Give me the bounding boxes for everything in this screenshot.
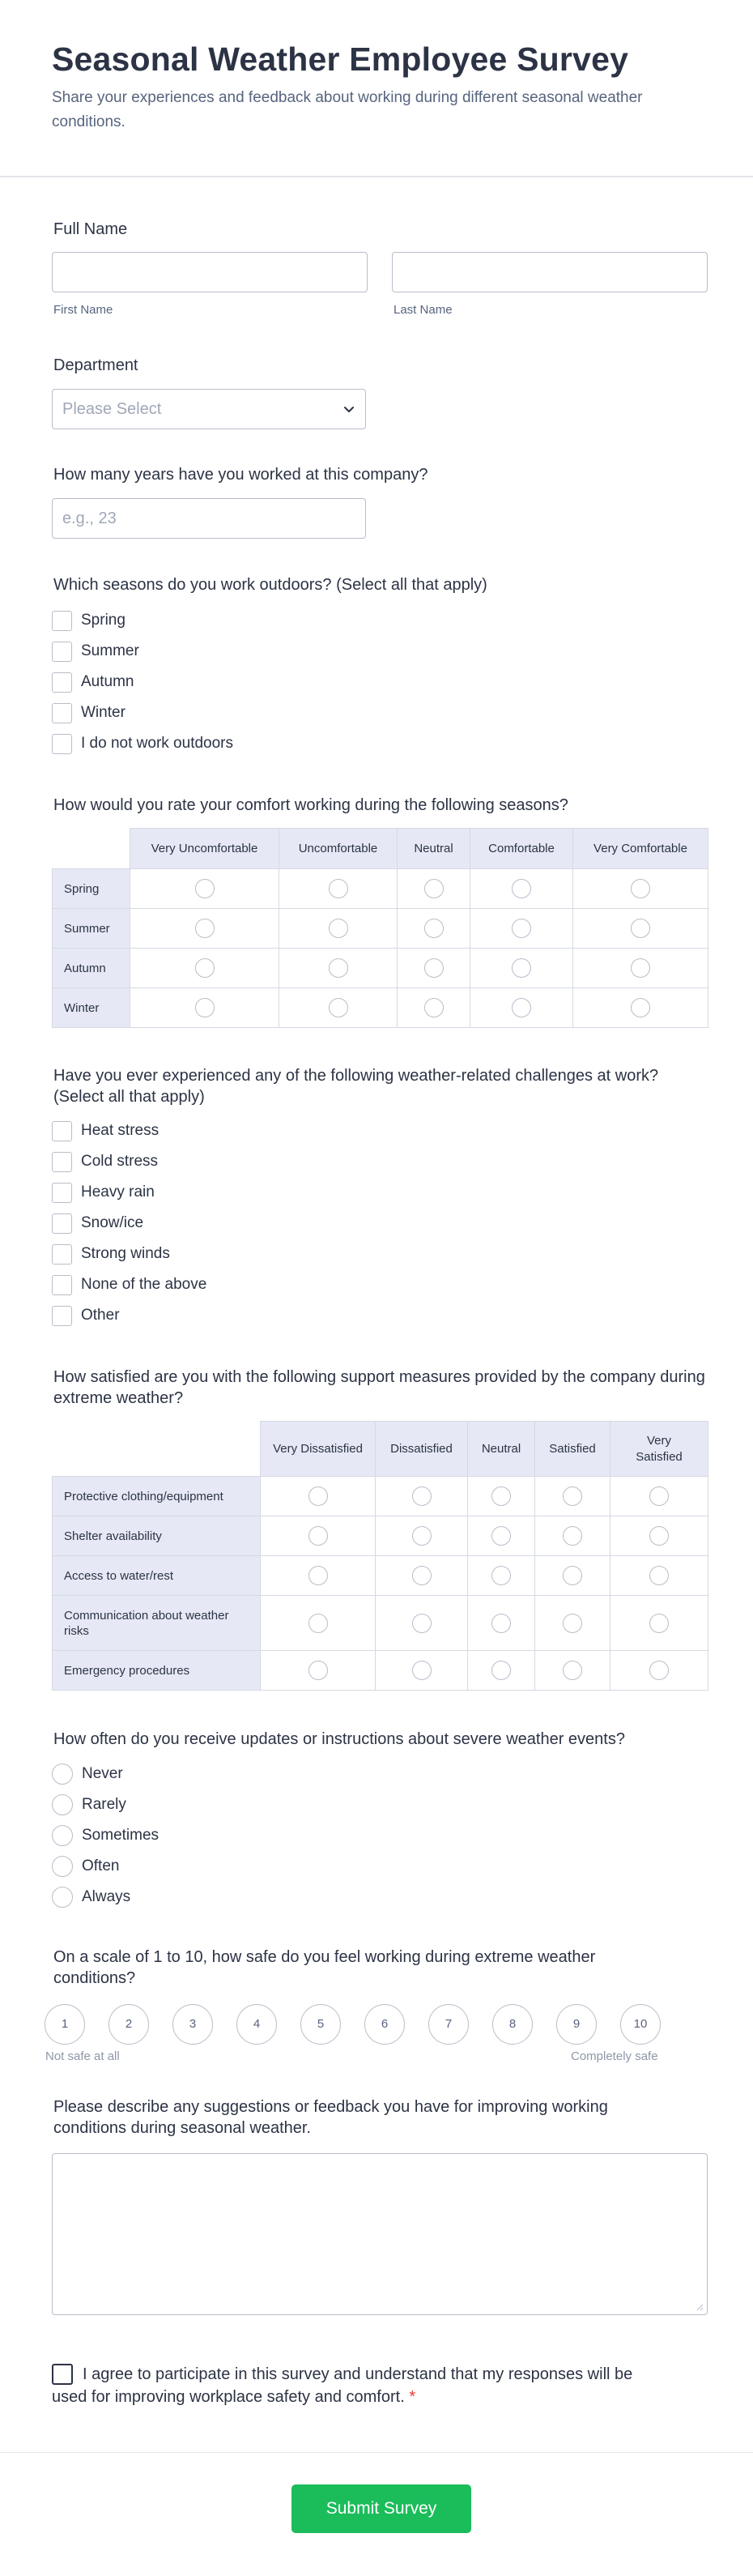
checkbox[interactable] xyxy=(52,1121,72,1141)
radio-button[interactable] xyxy=(491,1486,511,1506)
department-label: Department xyxy=(53,356,138,374)
radio-button[interactable] xyxy=(631,919,650,938)
option-label: Cold stress xyxy=(81,1153,159,1170)
radio-button[interactable] xyxy=(563,1614,582,1633)
suggestions-textarea[interactable] xyxy=(52,2153,708,2315)
table-row xyxy=(53,1516,708,1556)
option-label: Heavy rain xyxy=(81,1184,155,1201)
checkbox[interactable] xyxy=(52,1275,72,1295)
table-row xyxy=(53,1556,708,1596)
option-label: None of the above xyxy=(81,1276,207,1293)
scale-option-9[interactable]: 9 xyxy=(556,2004,597,2045)
matrix-row-header: Protective clothing/equipment xyxy=(53,1477,261,1516)
radio-button[interactable] xyxy=(512,879,531,898)
matrix-row-header: Shelter availability xyxy=(53,1516,261,1556)
radio-button[interactable] xyxy=(631,998,650,1017)
matrix-column-header: Uncomfortable xyxy=(279,829,398,869)
radio-button[interactable] xyxy=(424,879,444,898)
required-mark: * xyxy=(409,2388,416,2406)
checkbox[interactable] xyxy=(52,1244,72,1265)
matrix-row-header: Winter xyxy=(53,988,130,1028)
department-select[interactable] xyxy=(52,389,366,429)
matrix-column-header: Very Uncomfortable xyxy=(130,829,279,869)
challenges-option[interactable] xyxy=(52,1212,143,1235)
challenges-option[interactable] xyxy=(52,1120,159,1142)
radio-button[interactable] xyxy=(308,1661,328,1680)
form-header xyxy=(0,0,753,177)
seasons-option-winter[interactable] xyxy=(52,702,126,724)
scale-min-label: Not safe at all xyxy=(45,2049,120,2063)
comfort-label: How would you rate your comfort working during the following seasons? xyxy=(53,796,568,814)
years-label: How many years have you worked at this company? xyxy=(53,466,428,484)
radio-button[interactable] xyxy=(308,1526,328,1546)
scale-option-1[interactable]: 1 xyxy=(45,2004,85,2045)
radio-button[interactable] xyxy=(512,919,531,938)
matrix-column-header: Very Satisfied xyxy=(610,1422,708,1477)
department-select-value: Please Select xyxy=(62,400,162,418)
radio-button[interactable] xyxy=(195,958,215,978)
challenges-option[interactable] xyxy=(52,1243,170,1265)
table-row xyxy=(53,869,708,909)
matrix-column-header: Neutral xyxy=(468,1422,535,1477)
option-label: Often xyxy=(82,1857,120,1874)
option-label: Snow/ice xyxy=(81,1214,144,1231)
challenges-option[interactable] xyxy=(52,1304,120,1327)
updates-option[interactable] xyxy=(52,1763,123,1785)
matrix-corner xyxy=(53,829,130,869)
option-label: Strong winds xyxy=(81,1245,170,1262)
scale-option-4[interactable]: 4 xyxy=(236,2004,277,2045)
updates-label: How often do you receive updates or instructions about severe weather events? xyxy=(53,1730,625,1748)
radio-button[interactable] xyxy=(52,1856,73,1877)
checkbox[interactable] xyxy=(52,1306,72,1326)
checkbox[interactable] xyxy=(52,642,72,662)
updates-option[interactable] xyxy=(52,1793,126,1816)
matrix-row-header: Communication about weather risks xyxy=(53,1596,261,1651)
radio-button[interactable] xyxy=(412,1526,432,1546)
radio-button[interactable] xyxy=(329,958,348,978)
radio-button[interactable] xyxy=(329,998,348,1017)
radio-button[interactable] xyxy=(649,1566,669,1585)
table-row xyxy=(53,949,708,988)
footer-divider xyxy=(0,2452,753,2453)
matrix-column-header: Dissatisfied xyxy=(376,1422,468,1477)
updates-option[interactable] xyxy=(52,1886,130,1909)
option-label: Never xyxy=(82,1765,123,1782)
table-row xyxy=(53,1477,708,1516)
option-label: Autumn xyxy=(81,673,134,690)
seasons-outdoors-label: Which seasons do you work outdoors? (Select all that apply) xyxy=(53,576,487,594)
support-matrix xyxy=(52,1421,708,1691)
radio-button[interactable] xyxy=(52,1794,73,1815)
agreement-text: I agree to participate in this survey and understand that my responses will be used for improving workplace safety and comfort. xyxy=(52,2365,633,2406)
radio-button[interactable] xyxy=(329,879,348,898)
option-label: Summer xyxy=(81,642,139,659)
scale-option-3[interactable]: 3 xyxy=(172,2004,213,2045)
agreement-label xyxy=(52,2363,635,2408)
radio-button[interactable] xyxy=(512,998,531,1017)
chevron-down-icon xyxy=(342,403,355,416)
radio-button[interactable] xyxy=(308,1486,328,1506)
option-label: Heat stress xyxy=(81,1122,160,1139)
first-name-input[interactable] xyxy=(52,252,368,292)
challenges-option[interactable] xyxy=(52,1181,155,1204)
radio-button[interactable] xyxy=(563,1661,582,1680)
scale-option-5[interactable]: 5 xyxy=(300,2004,341,2045)
scale-option-6[interactable]: 6 xyxy=(364,2004,405,2045)
radio-button[interactable] xyxy=(491,1566,511,1585)
table-row xyxy=(53,1596,708,1651)
seasons-option-spring[interactable] xyxy=(52,609,126,632)
matrix-row-header: Access to water/rest xyxy=(53,1556,261,1596)
scale-option-7[interactable]: 7 xyxy=(428,2004,469,2045)
checkbox[interactable] xyxy=(52,734,72,754)
checkbox[interactable] xyxy=(52,1152,72,1172)
last-name-sublabel: Last Name xyxy=(394,303,453,317)
radio-button[interactable] xyxy=(424,998,444,1017)
checkbox[interactable] xyxy=(52,672,72,693)
radio-button[interactable] xyxy=(649,1614,669,1633)
option-label: Sometimes xyxy=(82,1827,160,1844)
scale-option-2[interactable]: 2 xyxy=(108,2004,149,2045)
option-label: Always xyxy=(82,1888,131,1905)
checkbox[interactable] xyxy=(52,611,72,631)
radio-button[interactable] xyxy=(195,879,215,898)
table-row xyxy=(53,988,708,1028)
radio-button[interactable] xyxy=(329,919,348,938)
radio-button[interactable] xyxy=(563,1486,582,1506)
matrix-column-header: Very Dissatisfied xyxy=(261,1422,376,1477)
matrix-row-header: Emergency procedures xyxy=(53,1651,261,1691)
radio-button[interactable] xyxy=(563,1526,582,1546)
submit-button[interactable]: Submit Survey xyxy=(291,2484,471,2533)
seasons-option-summer[interactable] xyxy=(52,640,139,663)
radio-button[interactable] xyxy=(195,919,215,938)
radio-button[interactable] xyxy=(308,1614,328,1633)
option-label: I do not work outdoors xyxy=(81,735,233,752)
option-label: Rarely xyxy=(82,1796,126,1813)
radio-button[interactable] xyxy=(649,1526,669,1546)
safety-scale-label: On a scale of 1 to 10, how safe do you feel working during extreme weather conditions? xyxy=(53,1948,596,1987)
full-name-label: Full Name xyxy=(53,220,128,238)
first-name-sublabel: First Name xyxy=(53,303,113,317)
matrix-row-header: Autumn xyxy=(53,949,130,988)
checkbox[interactable] xyxy=(52,1183,72,1203)
radio-button[interactable] xyxy=(412,1614,432,1633)
scale-option-10[interactable]: 10 xyxy=(620,2004,661,2045)
page-subtitle: Share your experiences and feedback about working during different seasonal weather conditions. xyxy=(52,89,643,130)
radio-button[interactable] xyxy=(491,1526,511,1546)
radio-button[interactable] xyxy=(52,1825,73,1846)
scale-option-8[interactable]: 8 xyxy=(492,2004,533,2045)
radio-button[interactable] xyxy=(52,1887,73,1908)
seasons-option-autumn[interactable] xyxy=(52,671,134,693)
radio-button[interactable] xyxy=(563,1566,582,1585)
table-row xyxy=(53,909,708,949)
page-title: Seasonal Weather Employee Survey xyxy=(52,41,629,78)
updates-option[interactable] xyxy=(52,1824,159,1847)
option-label: Winter xyxy=(81,704,126,721)
radio-button[interactable] xyxy=(412,1566,432,1585)
matrix-row-header: Summer xyxy=(53,909,130,949)
resize-handle-icon[interactable] xyxy=(696,2303,704,2311)
radio-button[interactable] xyxy=(52,1764,73,1785)
matrix-corner xyxy=(53,1422,261,1477)
comfort-matrix xyxy=(52,828,708,1028)
radio-button[interactable] xyxy=(491,1661,511,1680)
matrix-row-header: Spring xyxy=(53,869,130,909)
radio-button[interactable] xyxy=(412,1486,432,1506)
radio-button[interactable] xyxy=(195,998,215,1017)
option-label: Spring xyxy=(81,612,126,629)
updates-option[interactable] xyxy=(52,1855,119,1878)
radio-button[interactable] xyxy=(649,1486,669,1506)
radio-button[interactable] xyxy=(424,919,444,938)
suggestions-label: Please describe any suggestions or feedback you have for improving working conditions during seasonal weather. xyxy=(53,2098,608,2137)
years-input[interactable] xyxy=(52,498,366,539)
radio-button[interactable] xyxy=(631,958,650,978)
challenges-option[interactable] xyxy=(52,1150,158,1173)
radio-button[interactable] xyxy=(631,879,650,898)
radio-button[interactable] xyxy=(308,1566,328,1585)
radio-button[interactable] xyxy=(424,958,444,978)
matrix-column-header: Very Comfortable xyxy=(573,829,708,869)
table-row xyxy=(53,1651,708,1691)
option-label: Other xyxy=(81,1307,120,1324)
radio-button[interactable] xyxy=(491,1614,511,1633)
matrix-column-header: Neutral xyxy=(398,829,470,869)
last-name-input[interactable] xyxy=(392,252,708,292)
challenges-label: Have you ever experienced any of the following weather-related challenges at work? (Select all that apply) xyxy=(53,1067,659,1106)
checkbox[interactable] xyxy=(52,703,72,723)
radio-button[interactable] xyxy=(512,958,531,978)
scale-max-label: Completely safe xyxy=(571,2049,658,2063)
matrix-column-header: Satisfied xyxy=(535,1422,610,1477)
radio-button[interactable] xyxy=(412,1661,432,1680)
challenges-option[interactable] xyxy=(52,1273,206,1296)
checkbox[interactable] xyxy=(52,1213,72,1234)
seasons-option-none[interactable] xyxy=(52,732,233,755)
radio-button[interactable] xyxy=(649,1661,669,1680)
matrix-column-header: Comfortable xyxy=(470,829,573,869)
support-label: How satisfied are you with the following support measures provided by the company during extreme weather? xyxy=(53,1368,705,1407)
